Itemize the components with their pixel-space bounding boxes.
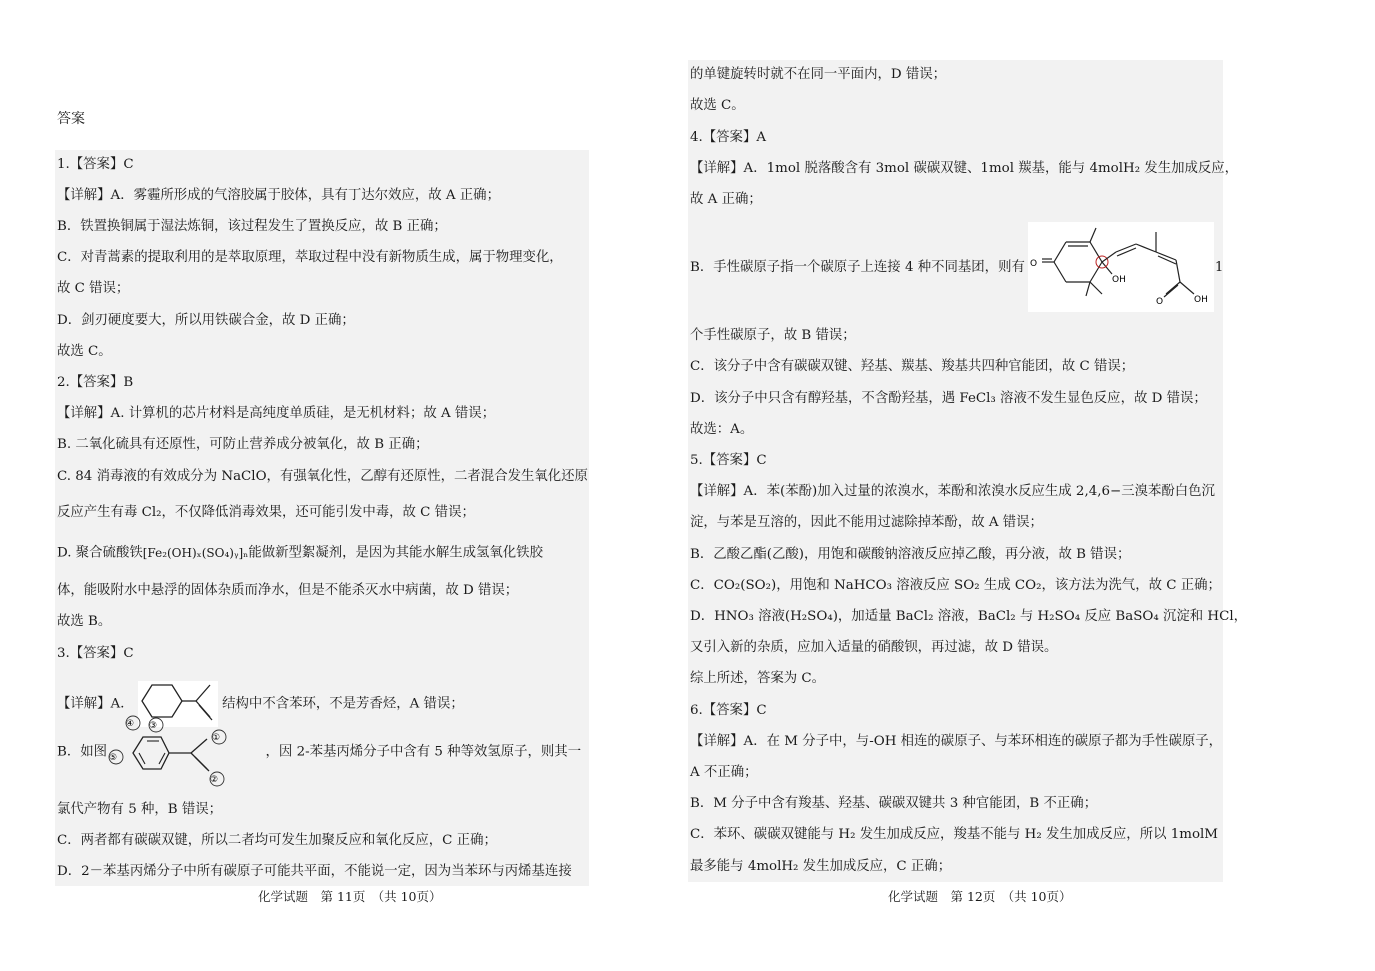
text-line: C. 84 消毒液的有效成分为 NaClO，有强氧化性，乙醇有还原性，二者混合发生氧化还原 (57, 469, 588, 484)
text-line: 【详解】A．在 M 分子中，与-OH 相连的碳原子、与苯环相连的碳原子都为手性碳原子， (690, 734, 1223, 749)
text-line: D．HNO₃ 溶液(H₂SO₄)，加适量 BaCl₂ 溶液，BaCl₂ 与 H₂SO₄ 反应 BaSO₄ 沉淀和 HCl， (690, 609, 1247, 624)
page-footer-right: 化学试题 第 12页 （共 10页） (888, 889, 1072, 904)
text-line: 故选 B。 (57, 614, 112, 629)
text-line: 【详解】A．苯(苯酚)加入过量的浓溴水，苯酚和浓溴水反应生成 2,4,6−三溴苯酚白色沉 (690, 484, 1215, 499)
text-line: D．该分子中只含有醇羟基，不含酚羟基，遇 FeCl₃ 溶液不发生显色反应，故 D 错误； (690, 391, 1207, 406)
text-line: 的单键旋转时就不在同一平面内，D 错误； (690, 67, 947, 82)
q4-b-prefix: B．手性碳原子指一个碳原子上连接 4 种不同基团，则有 (690, 260, 1025, 275)
page-footer-left: 化学试题 第 11页 （共 10页） (258, 889, 442, 904)
text-line: C．两者都有碳碳双键，所以二者均可发生加聚反应和氧化反应，C 正确； (57, 833, 497, 848)
text-line: B. 二氧化硫具有还原性，可防止营养成分被氧化，故 B 正确； (57, 437, 429, 452)
text-line: 综上所述，答案为 C。 (690, 671, 826, 686)
text-line: 故选 C。 (57, 344, 112, 359)
text-line: C．该分子中含有碳碳双键、羟基、羰基、羧基共四种官能团，故 C 错误； (690, 359, 1135, 374)
q2-d-suffix: 能做新型絮凝剂，是因为其能水解生成氢氧化铁胶 (248, 545, 543, 561)
text-line-q2-d (57, 544, 543, 563)
abscisic-acid-structure (1028, 222, 1214, 312)
text-line: C．CO₂(SO₂)，用饱和 NaHCO₃ 溶液反应 SO₂ 生成 CO₂，该方法为洗气，故 C 正确； (690, 578, 1221, 593)
q3-a-suffix: 结构中不含苯环，不是芳香烃，A 错误； (222, 696, 464, 712)
text-line: 5.【答案】C (690, 453, 767, 468)
text-line-q3-b (57, 719, 582, 785)
text-line: 故选：A。 (690, 422, 754, 437)
text-line: 故 A 正确； (690, 192, 762, 207)
right-page-column (688, 60, 1247, 882)
text-line: A 不正确； (690, 765, 758, 780)
q4-b-suffix: 1 (1214, 260, 1224, 275)
text-line: 个手性碳原子，故 B 错误； (690, 328, 856, 343)
ferric-polysulfate-formula: [Fe₂(OH)ₓ(SO₄)ᵧ]ₙ (142, 546, 249, 560)
text-line: 又引入新的杂质，应加入适量的硝酸钡，再过滤，故 D 错误。 (690, 640, 1058, 655)
text-line: 4.【答案】A (690, 130, 767, 145)
text-line: C．对青蒿素的提取利用的是萃取原理，萃取过程中没有新物质生成，属于物理变化， (57, 250, 563, 265)
ketone-oxygen-label: O (1030, 259, 1038, 269)
position-label-3: ③ (149, 721, 158, 731)
position-label-5: ⑤ (109, 753, 118, 763)
q3-a-prefix: 【详解】A． (57, 696, 134, 712)
position-label-2: ② (210, 775, 219, 785)
text-line: 2.【答案】B (57, 375, 134, 390)
text-line: 【详解】A．1mol 脱落酸含有 3mol 碳碳双键、1mol 羰基，能与 4molH₂ 发生加成反应， (690, 161, 1239, 176)
text-line: 3.【答案】C (57, 646, 134, 661)
text-line: B．M 分子中含有羧基、羟基、碳碳双键共 3 种官能团，B 不正确； (690, 796, 1098, 811)
text-line: B．铁置换铜属于湿法炼铜，该过程发生了置换反应，故 B 正确； (57, 219, 447, 234)
q3-b-prefix: B．如图 (57, 744, 108, 760)
text-line: 氯代产物有 5 种，B 错误； (57, 802, 223, 817)
text-line: B．乙酸乙酯(乙酸)，用饱和碳酸钠溶液反应掉乙酸，再分液，故 B 错误； (690, 547, 1131, 562)
q3-b-suffix: ，因 2-苯基丙烯分子中含有 5 种等效氢原子，则其一 (265, 744, 582, 760)
section-title: 答案 (57, 111, 85, 127)
left-page-column (55, 150, 589, 886)
text-line: 1.【答案】C (57, 157, 134, 172)
text-line: 最多能与 4molH₂ 发生加成反应，C 正确； (690, 859, 952, 874)
q2-d-prefix: D. 聚合硫酸铁 (57, 545, 143, 561)
text-line: C．苯环、碳碳双键能与 H₂ 发生加成反应，羧基不能与 H₂ 发生加成反应，所以 1molM (690, 827, 1218, 842)
text-line: 淀，与苯是互溶的，因此不能用过滤除掉苯酚，故 A 错误； (690, 515, 1043, 530)
text-line: 【详解】A．雾霾所形成的气溶胶属于胶体，具有丁达尔效应，故 A 正确； (57, 188, 500, 203)
text-line: 故选 C。 (690, 98, 745, 113)
position-label-1: ① (212, 733, 221, 743)
phenylpropene-numbered-structure (111, 713, 261, 793)
text-line: 6.【答案】C (690, 703, 767, 718)
text-line: 故 C 错误； (57, 281, 130, 296)
text-line: 反应产生有毒 Cl₂，不仅降低消毒效果，还可能引发中毒，故 C 错误； (57, 505, 475, 520)
carboxyl-oxygen-label: O (1156, 297, 1164, 307)
position-label-4: ④ (126, 719, 135, 729)
text-line: 体，能吸附水中悬浮的固体杂质而净水，但是不能杀灭水中病菌，故 D 错误； (57, 583, 519, 598)
text-line: D．剑刃硬度要大，所以用铁碳合金，故 D 正确； (57, 313, 355, 328)
text-line: 【详解】A. 计算机的芯片材料是高纯度单质硅，是无机材料；故 A 错误； (57, 406, 496, 421)
hydroxyl-label: OH (1112, 275, 1126, 285)
text-line: D．2－苯基丙烯分子中所有碳原子可能共平面，不能说一定，因为当苯环与丙烯基连接 (57, 864, 572, 879)
carboxyl-hydroxyl-label: OH (1194, 295, 1208, 305)
